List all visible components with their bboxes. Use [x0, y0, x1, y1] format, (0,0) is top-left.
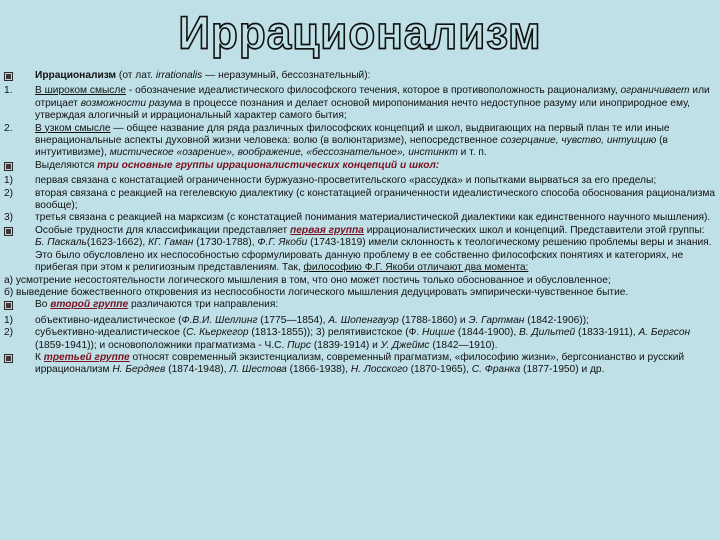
text: Выделяются: [35, 159, 98, 171]
text: — неразумный, бессознательный):: [202, 70, 371, 81]
italic-text: Ф.Г. Якоби: [257, 237, 308, 249]
italic-text: Н. Лосского: [350, 364, 408, 376]
list-item: [4, 85, 716, 122]
text: (1788-1860) и: [398, 314, 469, 326]
bullet-square-icon: [4, 354, 13, 363]
text: (1743-1819) имели склонность к теологическому решению проблемы веры и знания. Это было обусловлено их неспособностью сформулировать данную проблему в ее собственно философских понятиях и категориях, не прибегая при этом к религиозным представлениям. Так,: [35, 237, 712, 274]
italic-text: Э. Гартман: [468, 314, 525, 326]
text: (в интуитивизме),: [35, 135, 668, 159]
italic-text: А. Шопенгауэр: [328, 314, 399, 326]
italic-text: мистическое «озарение», воображение, «бессознательное», инстинкт: [109, 147, 458, 159]
text: (1874-1948),: [165, 364, 230, 376]
italic-text: Пирс: [287, 339, 311, 351]
sub-item: а) усмотрение несостоятельности логического мышления в том, что оно может постичь только обоснованное и обусловленное;: [4, 274, 611, 286]
text: субъективно-идеалистическое (: [35, 327, 187, 339]
highlighted-text: третьей группе: [43, 351, 130, 363]
list-item: [4, 160, 716, 175]
text: — общее название для ряда различных философских концепций и школ, выдвигающих на первый план те или иные внерациональные аспекты духовной жизни человека: волю (в волюнтаризме), непосредственное: [35, 122, 670, 147]
italic-text: Ф.В.И. Шеллинг: [181, 314, 258, 326]
text: (1839-1914) и: [310, 339, 381, 351]
bullet-square-icon: [4, 227, 13, 236]
slide-body: [4, 70, 716, 377]
list-item: [4, 188, 716, 213]
slide-title: Иррационализм: [178, 7, 542, 60]
italic-text: А. Бергсон: [638, 327, 691, 339]
text: Особые трудности для классификации представляет: [35, 224, 291, 236]
text: объективно-идеалистическое (: [35, 314, 182, 326]
highlighted-text: три основные группы иррационалистических концепций и школ:: [97, 159, 440, 171]
text: (1877-1950) и др.: [520, 364, 605, 376]
text: (1813-1855)); 3) релятивистское (Ф.: [248, 327, 423, 339]
list-item: [4, 352, 716, 377]
underlined-text: В широком смысле: [35, 85, 127, 97]
list-item: [4, 299, 716, 314]
text: (1842-1906));: [524, 314, 589, 326]
text: (1775—1854),: [257, 314, 329, 326]
bullet-square-icon: [4, 72, 13, 81]
text: - обозначение идеалистического философского течения, которое в противоположность рационализму,: [126, 85, 621, 97]
text: (1842—1910).: [429, 339, 498, 351]
underlined-text: философию Ф.Г. Якоби отличают два момента:: [303, 262, 529, 274]
italic-text: КГ. Гаман: [148, 237, 194, 249]
bullet-square-icon: [4, 301, 13, 310]
text: (1833-1911),: [575, 327, 639, 339]
highlighted-text: второй группе: [50, 299, 129, 311]
text: (1866-1938),: [286, 364, 351, 376]
sub-item: б) выведение божественного откровения из неспособности логического мышления дедуцировать эмпирически-чувственное бытие.: [4, 286, 629, 298]
text: (1844-1900),: [455, 327, 519, 339]
list-item: [4, 123, 716, 160]
term: Иррационализм: [35, 70, 117, 81]
text: в процессе познания и делает основой миропонимания нечто недоступное разуму или иноприродное ему, утверждая алогичный и иррациональный характер самого бытия;: [35, 97, 690, 122]
definition-item: [4, 70, 716, 85]
text: Во: [35, 299, 51, 311]
list-item: [4, 225, 716, 275]
italic-text: созерцание, чувство, интуицию: [500, 135, 657, 147]
italic-text: Ницше: [422, 327, 455, 339]
list-item: [4, 315, 716, 327]
text: и т. п.: [457, 147, 487, 159]
text: (1859-1941)); и основоположники прагматизма - Ч.С.: [35, 339, 288, 351]
text: иррационалистических школ и концепций. Представители этой группы:: [363, 224, 705, 236]
item-number: 1): [4, 175, 14, 187]
italic-text: У. Джеймс: [380, 339, 430, 351]
italic-text: Н. Бердяев: [112, 364, 166, 376]
list-item: [4, 212, 716, 224]
italic-text: ограничивает: [620, 85, 690, 97]
item-number: 3): [4, 212, 14, 224]
item-text: вторая связана с реакцией на гегелевскую диалектику (с констатацией ограниченности идеалистического способа обоснования рационализма вообще);: [35, 187, 716, 212]
item-text: первая связана с констатацией ограниченности буржуазно-просветительского «рассудка» и попытками вырваться за его пределы;: [35, 175, 657, 187]
italic-text: С. Франка: [471, 364, 521, 376]
text: различаются три направления:: [128, 299, 279, 311]
italic-text: С. Кьеркегор: [186, 327, 249, 339]
item-text: третья связана с реакцией на марксизм (с констатацией понимания материалистической диалектики как единственного научного мышления).: [35, 212, 711, 224]
italic-text: Б. Паскаль: [35, 237, 87, 249]
text: относят современный экзистенциализм, современный прагматизм, «философию жизни», бергсонианство и русский иррационализм: [35, 351, 685, 376]
item-number: 1): [4, 314, 14, 326]
bullet-square-icon: [4, 162, 13, 171]
list-item: [4, 175, 716, 187]
text: К: [35, 351, 44, 363]
list-item: [4, 327, 716, 352]
item-number: 2): [4, 187, 14, 199]
text: (1623-1662),: [86, 237, 149, 249]
italic-text: Л. Шестова: [229, 364, 287, 376]
item-number: 1.: [4, 85, 13, 97]
highlighted-text: первая группа: [290, 224, 364, 236]
item-number: 2): [4, 327, 14, 339]
text: (1730-1788),: [193, 237, 258, 249]
italic-text: В. Дильтей: [519, 327, 576, 339]
italic-text: возможности разума: [80, 97, 183, 109]
text: (1870-1965),: [407, 364, 472, 376]
latin-term: irrationalis: [155, 70, 203, 81]
text: (от лат.: [116, 70, 156, 81]
underlined-text: В узком смысле: [35, 122, 111, 134]
text: или отрицает: [35, 85, 710, 109]
item-number: 2.: [4, 122, 13, 134]
